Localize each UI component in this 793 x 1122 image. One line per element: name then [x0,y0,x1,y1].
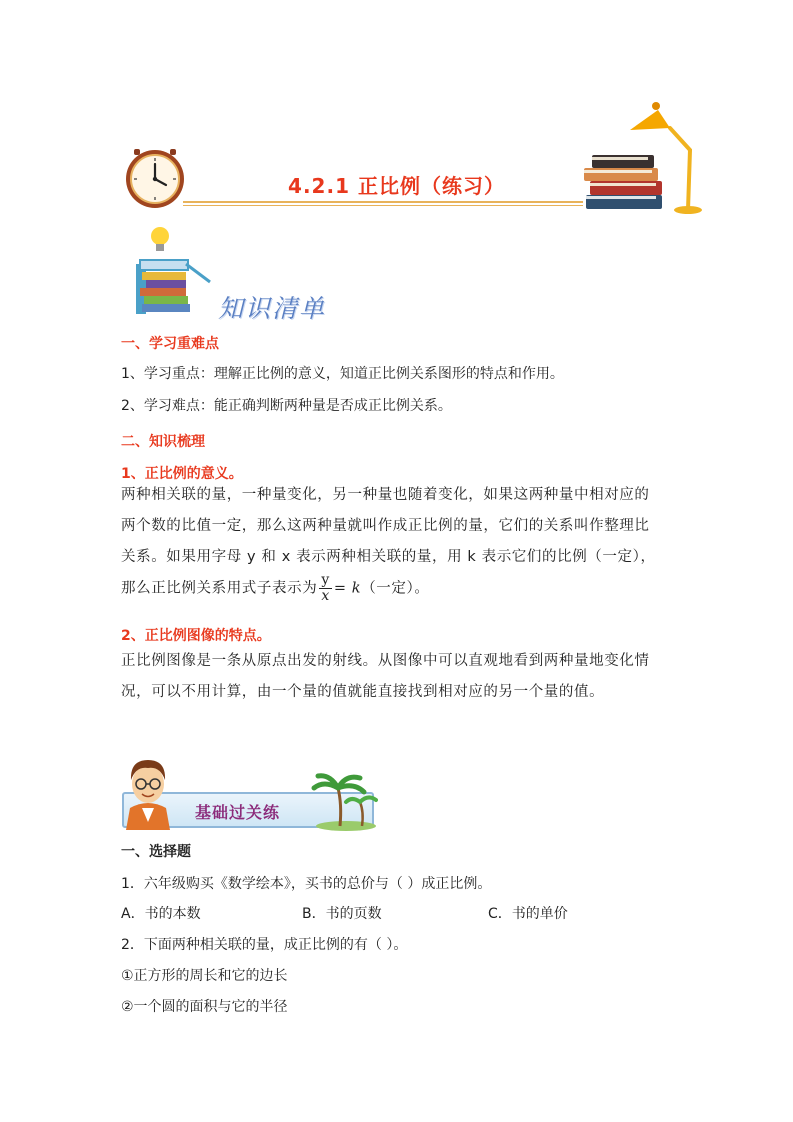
knowledge-list-label: 知识清单 [218,294,327,323]
key-point-item: 1、学习重点：理解正比例的意义，知道正比例关系图形的特点和作用。 [121,366,564,382]
lightbulb-books-icon [130,224,222,316]
question-2-item-2: ②一个圆的面积与它的半径 [121,999,288,1015]
paragraph-meaning-text: 两种相关联的量，一种量变化，另一种量也随着变化，如果这两种量中相对应的两个数的比值一定，那么这两种量就叫作成正比例的量，它们的关系叫作整理比关系。如果用字母 y 和 x 表示两种相关联的量，用 k 表示它们的比例（一定），那么正比例关系用式子表示为 [121,487,656,597]
section-heading-key-points: 一、学习重难点 [121,336,219,352]
question-2: 2．下面两种相关联的量，成正比例的有（ ）。 [121,937,408,953]
formula-equals: = k [333,580,362,597]
question-1-option-b: B．书的页数 [302,906,382,922]
question-1-option-c: C．书的单价 [488,906,568,922]
formula-tail: （一定）。 [361,580,430,597]
books-lamp-icon [578,100,708,215]
difficult-point-item: 2、学习难点：能正确判断两种量是否成正比例关系。 [121,398,452,414]
page-title: 4.2.1 正比例（练习） [288,174,505,198]
formula-fraction [319,573,332,604]
formula-denominator: x [321,588,330,604]
section-heading-choice: 一、选择题 [121,844,191,860]
subheading-meaning: 1、正比例的意义。 [121,466,243,482]
question-1: 1．六年级购买《数学绘本》，买书的总价与（ ）成正比例。 [121,876,492,892]
question-2-item-1: ①正方形的周长和它的边长 [121,968,288,984]
section-heading-knowledge: 二、知识梳理 [121,434,205,450]
title-underline [183,201,583,203]
subheading-graph: 2、正比例图像的特点。 [121,628,271,644]
practice-label: 基础过关练 [195,803,281,822]
title-underline-thin [183,205,583,206]
paragraph-meaning [121,480,661,605]
question-1-option-a: A．书的本数 [121,906,201,922]
teacher-icon [120,752,176,832]
palm-tree-icon [310,770,378,832]
formula-numerator: y [321,572,330,588]
paragraph-graph: 正比例图像是一条从原点出发的射线。从图像中可以直观地看到两种量地变化情况，可以不用计算，由一个量的值就能直接找到相对应的另一个量的值。 [121,653,650,700]
